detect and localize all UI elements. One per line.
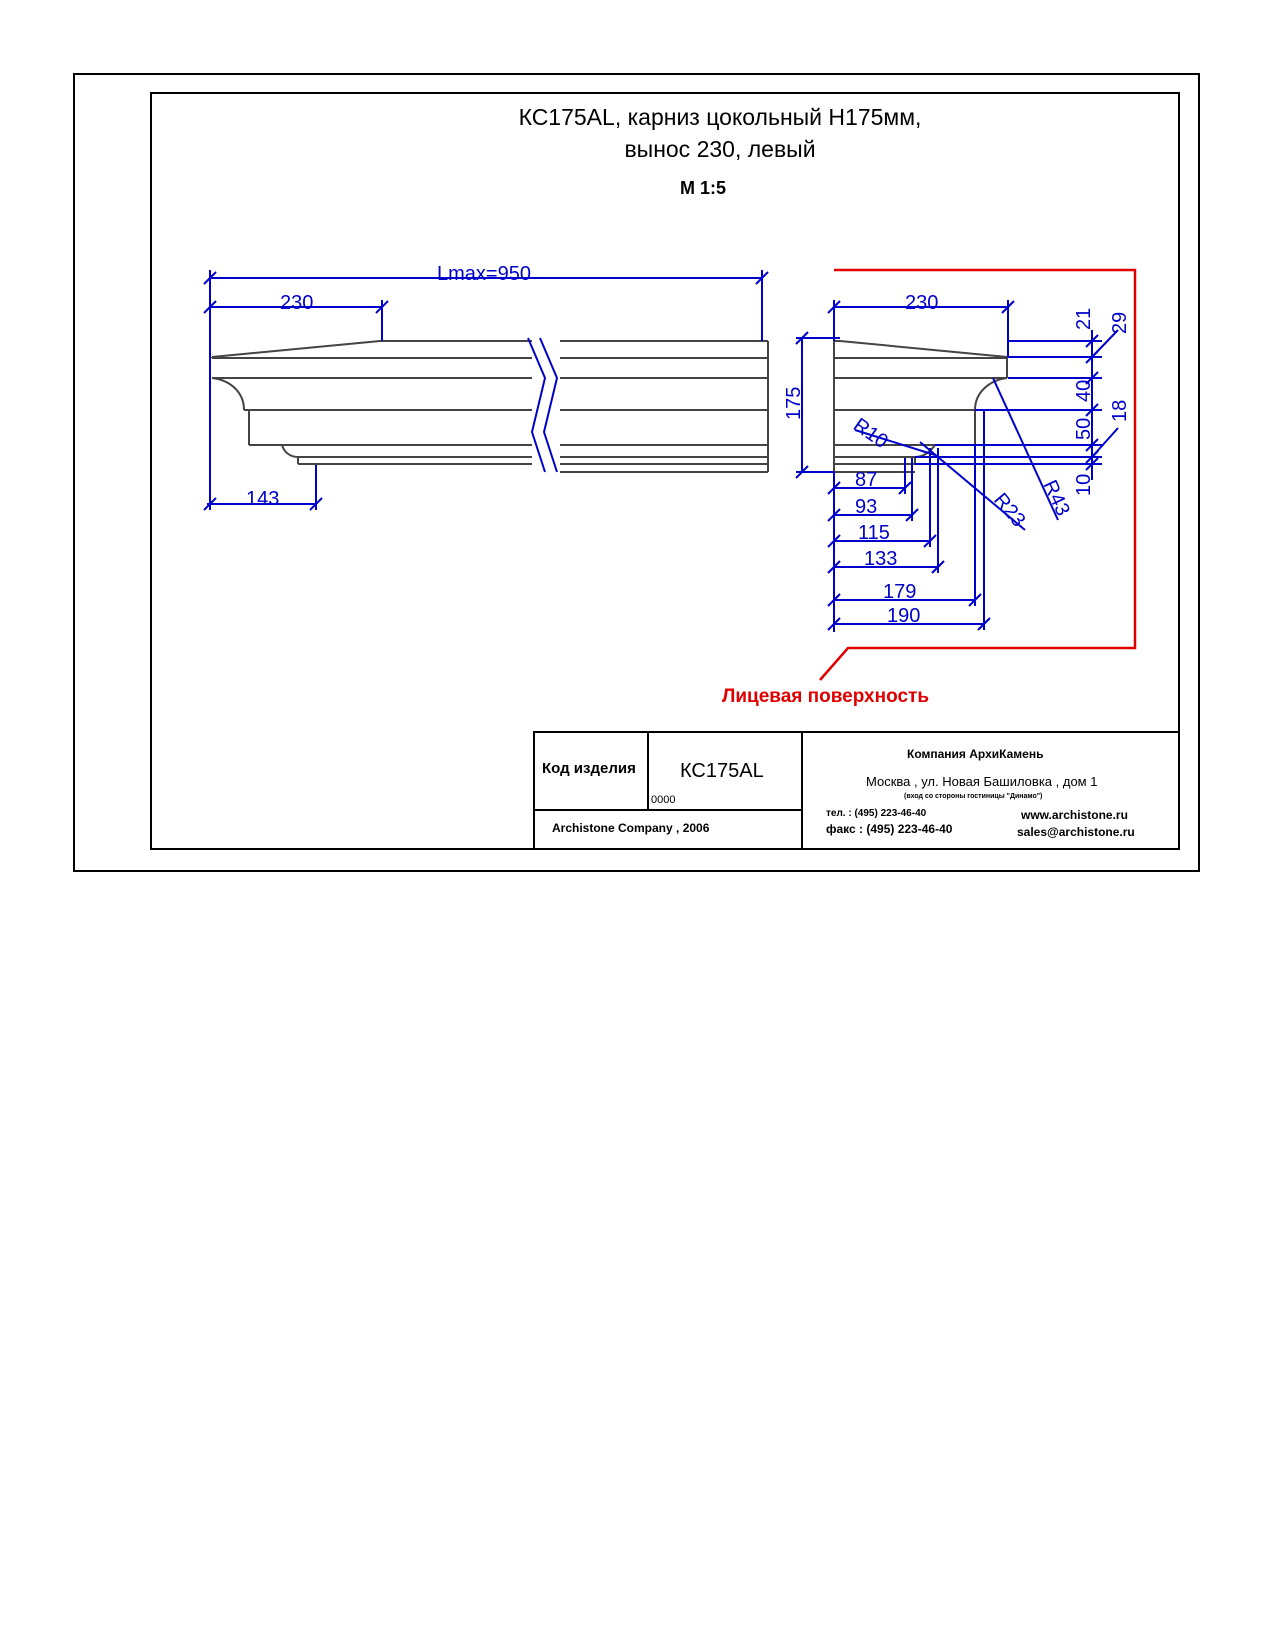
dim-175: 175 [783, 386, 805, 420]
radius-r10: R10 [849, 414, 892, 454]
company-fax: факс : (495) 223-46-40 [826, 822, 953, 836]
dim-section-230: 230 [905, 292, 939, 314]
dim-40: 40 [1073, 379, 1095, 402]
front-view [212, 341, 768, 472]
dim-29: 29 [1109, 311, 1131, 334]
company-address: Москва , ул. Новая Башиловка , дом 1 [866, 774, 1098, 789]
dim-87: 87 [855, 469, 878, 491]
code-value: КС175AL [680, 760, 764, 782]
code-label: Код изделия [542, 760, 636, 777]
break-lines [528, 338, 557, 472]
drawing-title-line1: КС175AL, карниз цокольный Н175мм, [518, 104, 922, 130]
dim-50: 50 [1073, 417, 1095, 440]
section-profile [834, 341, 1007, 472]
radius-r43: R43 [1038, 476, 1074, 520]
dim-190: 190 [887, 605, 921, 627]
company-website[interactable]: www.archistone.ru [1021, 808, 1128, 822]
company-name: Компания АрхиКамень [907, 747, 1044, 761]
address-note: (вход со стороны гостиницы "Динамо") [904, 793, 1043, 800]
company-email[interactable]: sales@archistone.ru [1017, 825, 1135, 839]
drawing-title-line2: вынос 230, левый [624, 136, 816, 162]
dim-lmax: Lmax=950 [437, 263, 531, 285]
footer-company: Archistone Company , 2006 [552, 821, 710, 835]
section-dimensions [796, 300, 1118, 632]
face-surface-label: Лицевая поверхность [722, 686, 930, 707]
drawing-scale: М 1:5 [680, 178, 727, 198]
dim-18: 18 [1109, 399, 1131, 422]
dim-133: 133 [864, 548, 898, 570]
dim-front-143: 143 [246, 488, 280, 510]
dim-179: 179 [883, 581, 917, 603]
dim-115: 115 [858, 522, 890, 544]
company-phone: тел. : (495) 223-46-40 [826, 808, 927, 819]
dim-front-230: 230 [280, 292, 314, 314]
doc-number: 0000 [651, 794, 676, 806]
dim-93: 93 [855, 496, 878, 518]
dim-21: 21 [1073, 307, 1095, 330]
dim-10: 10 [1073, 473, 1095, 496]
radius-r23: R23 [989, 489, 1030, 532]
